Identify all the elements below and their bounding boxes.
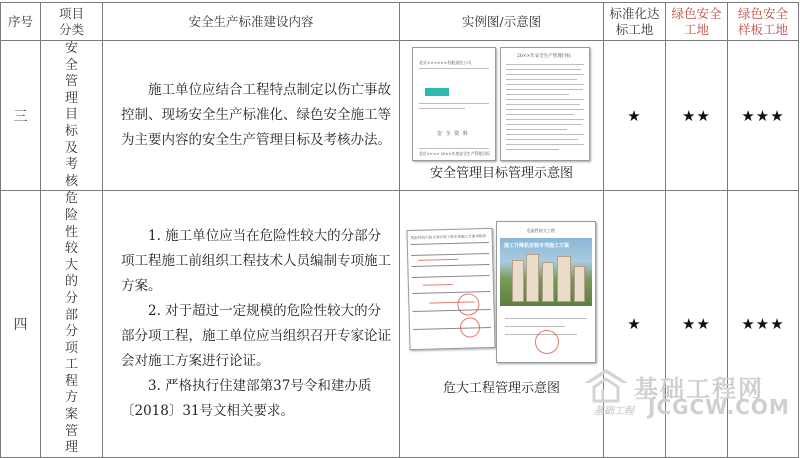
rating-green: ★★ xyxy=(666,41,728,191)
header-category: 项目分类 xyxy=(41,3,103,41)
watermark-text-cn: 基础工程网 xyxy=(634,375,764,403)
header-model: 绿色安全样板工地 xyxy=(728,3,799,41)
watermark-text-en: JCGCW.COM xyxy=(648,395,790,419)
special-plan-cover-image: 危险性较大工程 施工升降机安装专项施工方案 xyxy=(496,221,596,363)
safety-file-cover-image: 北京××××××有限责任公司 安 全 资 料 北京×××× 20××年度安全生产管理目标 xyxy=(412,47,496,161)
row-seq: 四 xyxy=(1,191,41,458)
row-seq: 三 xyxy=(1,41,41,191)
row-content: 施工单位应结合工程特点制定以伤亡事故控制、现场安全生产标准化、绿色安全施工等为主要内容的安全生产管理目标及考核办法。 xyxy=(103,41,400,191)
header-row xyxy=(1,3,799,41)
approval-form-image: 危险性较大的分部分项工程专项施工方案审批表 xyxy=(406,228,495,350)
row-content: 1. 施工单位应当在危险性较大的分部分项工程施工前组织工程技术人员编制专项施工方案。 2. 对于超过一定规模的危险性较大的分部分项工程，施工单位应当组织召开专家论证会对施工方案进行论证。 3. 严格执行住建部第37号令和建办质〔2018〕31号文相关要求。 xyxy=(103,191,400,458)
rating-model: ★★★ xyxy=(728,191,799,458)
header-content: 安全生产标准建设内容 xyxy=(103,3,400,41)
example-caption: 危大工程管理示意图 xyxy=(442,381,560,397)
header-seq: 序号 xyxy=(1,3,41,41)
example-caption: 安全管理目标管理示意图 xyxy=(429,166,573,181)
header-example: 实例图/示意图 xyxy=(400,3,604,41)
row-category: 危险性较大的分部分项工程方案管理 xyxy=(41,191,103,458)
svg-text:J: J xyxy=(600,388,606,404)
watermark-text-small: 基础工程 xyxy=(594,406,634,417)
rating-model: ★★★ xyxy=(728,41,799,191)
row-example xyxy=(400,41,604,191)
rating-standard: ★ xyxy=(604,191,666,458)
rating-standard: ★ xyxy=(604,41,666,191)
header-green: 绿色安全工地 xyxy=(666,3,728,41)
table-row xyxy=(1,41,799,191)
row-example xyxy=(400,191,604,458)
rating-green: ★★ xyxy=(666,191,728,458)
safety-target-document-image: 20××年安全生产管理目标 xyxy=(500,47,590,161)
row-category: 安全管理目标及考核 xyxy=(41,41,103,191)
header-standard: 标准化达标工地 xyxy=(604,3,666,41)
